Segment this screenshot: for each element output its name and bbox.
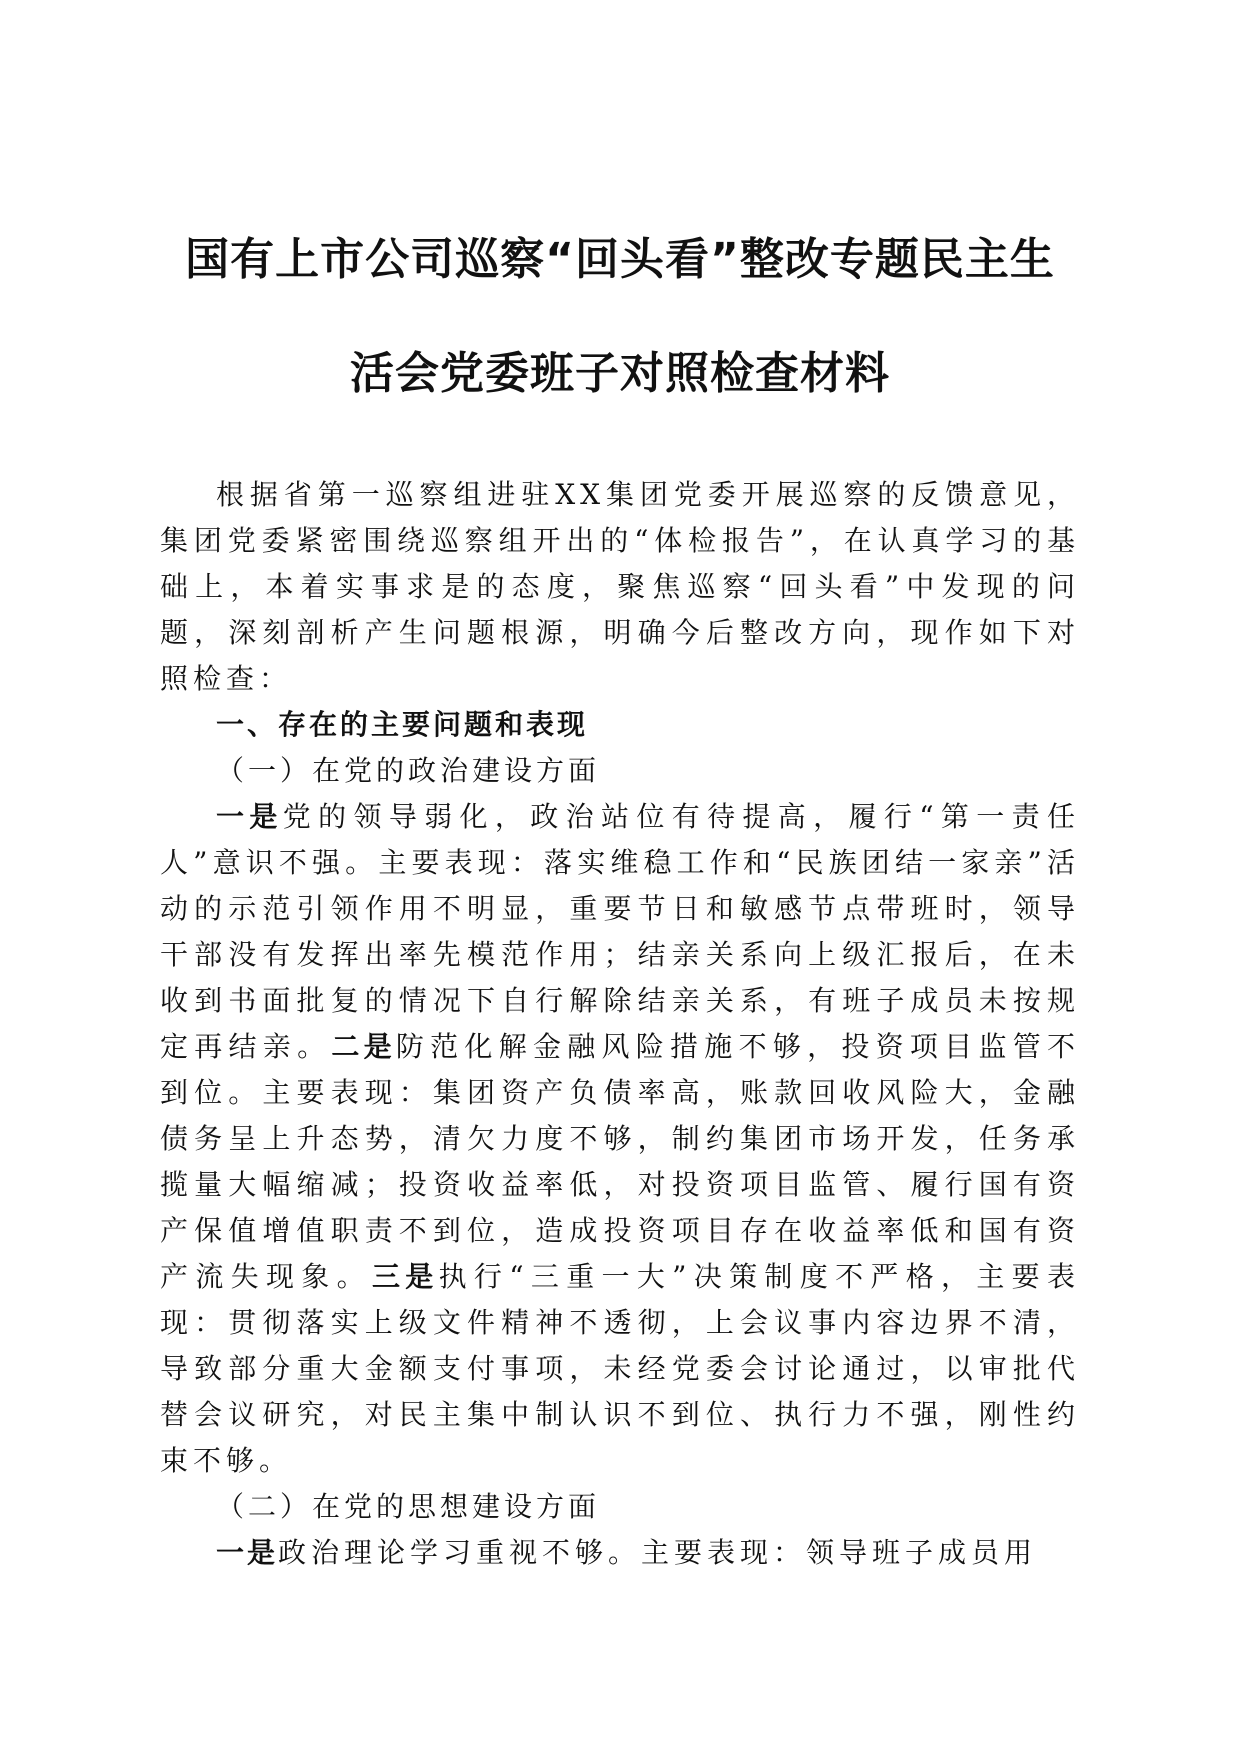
document-body xyxy=(160,472,1080,1576)
section-heading-1: 一、存在的主要问题和表现 xyxy=(216,708,589,741)
point-text-2: 防范化解金融风险措施不够，投资项目监管不到位。主要表现：集团资产负债率高，账款回收风险大，金融债务呈上升态势，清欠力度不够，制约集团市场开发，任务承揽量大幅缩减；投资收益率低，对投资项目监管、履行国有资产保值增值职责不到位，造成投资项目存在收益率低和国有资产流失现象。 xyxy=(160,1030,1080,1293)
document-title-line-1: 国有上市公司巡察“回头看”整改专题民主生 xyxy=(185,234,1055,285)
point-lead-3: 三是 xyxy=(371,1260,439,1293)
point-text-1: 党的领导弱化，政治站位有待提高，履行“第一责任人”意识不强。主要表现：落实维稳工作和“民族团结一家亲”活动的示范引领作用不明显，重要节日和敏感节点带班时，领导干部没有发挥出率先模范作用；结亲关系向上级汇报后，在未收到书面批复的情况下自行解除结亲关系，有班子成员未按规定再结亲。 xyxy=(160,800,1080,1063)
point-text-3: 执行“三重一大”决策制度不严格，主要表现：贯彻落实上级文件精神不透彻，上会议事内容边界不清，导致部分重大金额支付事项，未经党委会讨论通过，以审批代替会议研究，对民主集中制认识不到位、执行力不强，刚性约束不够。 xyxy=(160,1260,1080,1477)
subsection-heading-1: （一）在党的政治建设方面 xyxy=(216,754,601,787)
subsection-2-paragraph xyxy=(160,1530,1080,1576)
point-lead-4: 一是 xyxy=(216,1536,279,1569)
document-title-line-2: 活会党委班子对照检查材料 xyxy=(350,348,890,399)
subsection-heading-2: （二）在党的思想建设方面 xyxy=(216,1490,601,1523)
intro-paragraph: 根据省第一巡察组进驻XX集团党委开展巡察的反馈意见，集团党委紧密围绕巡察组开出的“体检报告”，在认真学习的基础上，本着实事求是的态度，聚焦巡察“回头看”中发现的问题，深刻剖析产生问题根源，明确今后整改方向，现作如下对照检查： xyxy=(160,478,1080,695)
point-lead-2: 二是 xyxy=(331,1030,396,1063)
subsection-1-paragraph xyxy=(160,794,1080,1484)
point-lead-1: 一是 xyxy=(216,800,283,833)
point-text-4: 政治理论学习重视不够。主要表现：领导班子成员用 xyxy=(278,1536,1038,1569)
